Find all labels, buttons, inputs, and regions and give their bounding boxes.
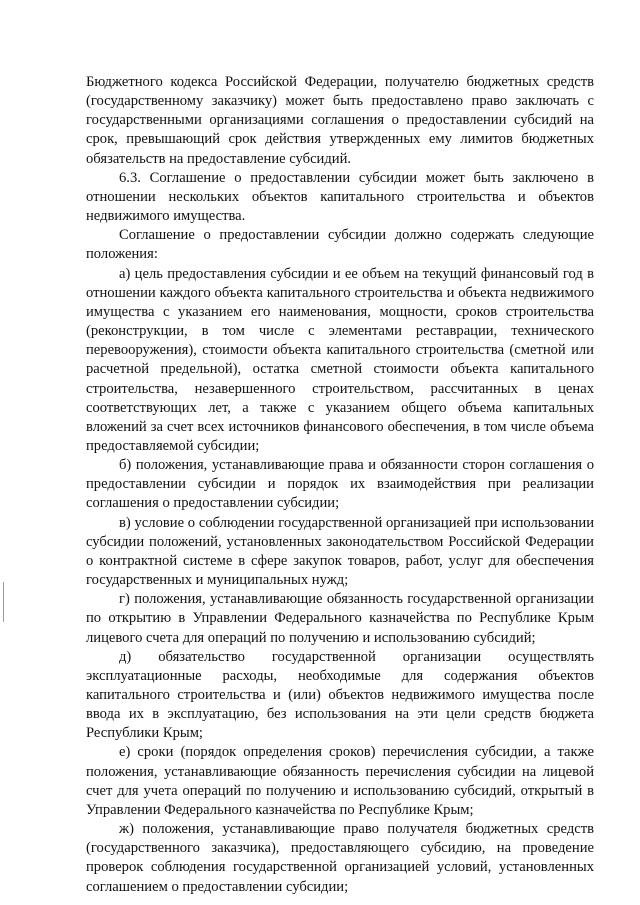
paragraph-agreement-provisions: Соглашение о предоставлении субсидии должно содержать следующие положения: <box>86 227 594 263</box>
scan-margin-mark <box>3 582 4 622</box>
list-item-v: в) условие о соблюдении государственной организацией при использовании субсидии положений, установленных законодательством Российской Федерации о контрактной системе в сфере закупок товаров, работ, услуг для обеспечения государственных и муниципальных нужд; <box>86 514 594 589</box>
list-item-d: д) обязательство государственной организации осуществлять эксплуатационные расходы, необходимые для содержания объектов капитального строительства и (или) объектов недвижимого имущества после ввода их в эксплуатацию, без использования на эти цели средств бюджета Республики Крым; <box>86 648 594 742</box>
paragraph-continuation: Бюджетного кодекса Российской Федерации, получателю бюджетных средств (государственному заказчику) может быть предоставлено право заключать с государственными организациями соглашения о предоставлении субсидий на срок, превышающий срок действия утвержденных ему лимитов бюджетных обязательств на предоставление субсидий. <box>86 74 594 167</box>
document-body <box>86 73 594 897</box>
list-item-zh: ж) положения, устанавливающие право получателя бюджетных средств (государственного заказчика), предоставляющего субсидию, на проведение проверок соблюдения государственной организацией условий, установленных соглашением о предоставлении субсидии; <box>86 821 594 895</box>
paragraph-6-3: 6.3. Соглашение о предоставлении субсидии может быть заключено в отношении нескольких объектов капитального строительства и объектов недвижимого имущества. <box>86 169 594 225</box>
list-item-g: г) положения, устанавливающие обязанность государственной организации по открытию в Управлении Федерального казначейства по Республике Крым лицевого счета для операций по получению и использованию субсидий; <box>86 591 594 646</box>
list-item-e: е) сроки (порядок определения сроков) перечисления субсидии, а также положения, устанавливающие обязанность перечисления субсидии на лицевой счет для учета операций по получению и использованию субсидий, открытый в Управлении Федерального казначейства по Республике Крым; <box>86 744 594 818</box>
list-item-a: а) цель предоставления субсидии и ее объем на текущий финансовый год в отношении каждого объекта капитального строительства и объекта недвижимого имущества с указанием его наименования, мощности, сроков строительства (реконструкции, в том числе с элементами реставрации, технического перевооружения), стоимости объекта капитального строительства (сметной или расчетной предельной), остатка сметной стоимости объекта капитального строительства, незавершенного строительством, рассчитанных в ценах соответствующих лет, а также с указанием общего объема капитальных вложений за счет всех источников финансового обеспечения, в том числе объема предоставляемой субсидии; <box>86 265 594 454</box>
list-item-b: б) положения, устанавливающие права и обязанности сторон соглашения о предоставлении субсидии и порядок их взаимодействия при реализации соглашения о предоставлении субсидии; <box>86 457 594 512</box>
